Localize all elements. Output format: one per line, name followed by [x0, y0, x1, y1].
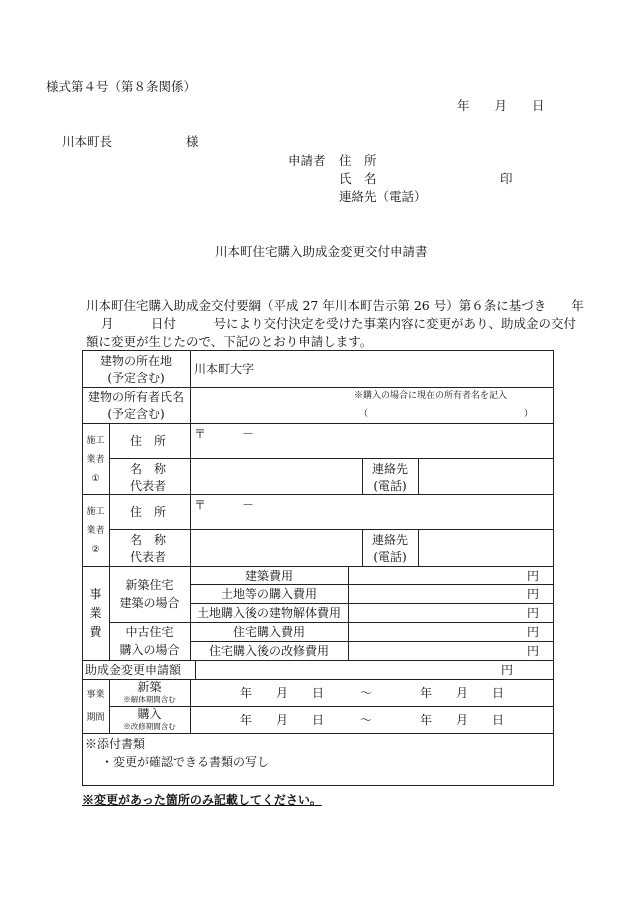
applicant-address-label: 住 所 [339, 153, 377, 168]
cost-row-purchase: 住宅購入費用 [232, 625, 305, 639]
footer-note: ※変更があった箇所のみ記載してください。 [82, 793, 322, 807]
applicant-name-label: 氏 名 [339, 171, 377, 186]
builder1-address-label: 住 所 [130, 434, 167, 448]
builder2-side-3: ② [91, 545, 100, 555]
builder1-side-1: 施工 [86, 436, 105, 446]
builder1-side-3: ① [91, 474, 100, 484]
seal-mark: 印 [500, 171, 513, 186]
col-divider [418, 458, 419, 494]
col-divider [348, 566, 349, 660]
col-divider [418, 529, 419, 566]
owner-label-2: (予定含む) [107, 407, 165, 421]
builder1-postal[interactable]: 〒 － [194, 427, 255, 441]
used-house-label-2: 購入の場合 [119, 643, 180, 657]
builder2-side-2: 業者 [86, 526, 105, 536]
date-line: 年 月 日 [457, 98, 545, 113]
new-house-label-1: 新築住宅 [125, 578, 174, 592]
row-divider [82, 566, 554, 567]
change-amount-label: 助成金変更申請額 [85, 663, 182, 677]
builder1-name-label: 名 称 [130, 462, 167, 476]
row-divider [190, 584, 554, 585]
new-house-label-2: 建築の場合 [119, 596, 180, 610]
owner-paren-close: ） [524, 409, 534, 419]
period-side-2: 期間 [86, 713, 105, 723]
cost-row-land: 土地等の購入費用 [220, 587, 317, 601]
row-divider [82, 387, 554, 388]
location-label-1: 建物の所在地 [99, 354, 172, 368]
row-divider [82, 494, 554, 495]
builder2-address-label: 住 所 [130, 505, 167, 519]
body-line-3: 額に変更が生じたので、下記のとおり申請します。 [86, 334, 373, 349]
cost-side-1: 事 [89, 587, 102, 601]
period-new-dates[interactable]: 年 月 日 ～ 年 月 日 [240, 686, 505, 700]
yen-unit: 円 [527, 625, 540, 639]
addressee: 川本町長 [62, 134, 113, 149]
row-divider [109, 622, 554, 623]
builder1-side-2: 業者 [86, 455, 105, 465]
row-divider [190, 603, 554, 604]
cost-side-3: 費 [89, 625, 102, 639]
period-side-1: 事業 [86, 690, 105, 700]
col-divider [190, 350, 191, 424]
builder1-contact-tel: (電話) [373, 479, 407, 493]
yen-unit: 円 [527, 606, 540, 620]
period-purchase: 購入 [137, 707, 162, 721]
period-new-build: 新築 [137, 680, 162, 694]
cost-side-2: 業 [89, 606, 102, 620]
owner-label-1: 建物の所有者氏名 [87, 390, 184, 404]
form-number: 様式第４号（第８条関係） [46, 79, 197, 94]
yen-unit: 円 [527, 644, 540, 658]
addressee-honorific: 様 [186, 134, 199, 149]
cost-row-demolition: 土地購入後の建物解体費用 [196, 606, 341, 620]
col-divider [190, 423, 191, 566]
row-divider [190, 641, 554, 642]
owner-paren-open: （ [359, 409, 369, 419]
period-purchase-dates[interactable]: 年 月 日 ～ 年 月 日 [240, 713, 505, 727]
builder2-contact-tel: (電話) [373, 550, 407, 564]
applicant-label: 申請者 [288, 153, 326, 168]
builder1-contact-label: 連絡先 [371, 462, 408, 476]
row-divider [82, 423, 554, 424]
builder2-postal[interactable]: 〒 － [194, 498, 255, 512]
builder2-name-label: 名 称 [130, 533, 167, 547]
yen-unit: 円 [527, 569, 540, 583]
cost-row-renovation: 住宅購入後の改修費用 [208, 644, 329, 658]
location-label-2: (予定含む) [107, 371, 165, 385]
builder1-rep-label: 代表者 [130, 479, 167, 493]
row-divider [82, 660, 554, 661]
cost-row-building: 建築費用 [244, 569, 293, 583]
location-value[interactable]: 川本町大字 [194, 362, 255, 376]
change-amount-yen: 円 [501, 663, 514, 677]
yen-unit: 円 [527, 587, 540, 601]
col-divider [195, 660, 196, 679]
attachments-label: ※添付書類 [85, 737, 146, 751]
period-new-build-note: ※解体期間含む [123, 695, 176, 704]
document-title: 川本町住宅購入助成金変更交付申請書 [215, 244, 428, 259]
builder2-rep-label: 代表者 [130, 550, 167, 564]
body-line-1: 川本町住宅購入助成金交付要綱（平成 27 年川本町告示第 26 号）第６条に基づき 年 [86, 298, 584, 313]
applicant-contact-label: 連絡先（電話） [339, 189, 427, 204]
period-purchase-note: ※改修期間含む [123, 722, 176, 731]
owner-note: ※購入の場合に現在の所有者名を記入 [354, 391, 508, 401]
row-divider [109, 529, 554, 530]
builder2-contact-label: 連絡先 [371, 533, 408, 547]
col-divider [190, 679, 191, 733]
builder2-side-1: 施工 [86, 507, 105, 517]
row-divider [82, 733, 554, 734]
body-line-2: 月 日付 号により交付決定を受けた事業内容に変更があり、助成金の交付 [101, 316, 577, 331]
row-divider [109, 458, 554, 459]
used-house-label-1: 中古住宅 [125, 625, 174, 639]
attachment-item: ・変更が確認できる書類の写し [101, 755, 270, 769]
